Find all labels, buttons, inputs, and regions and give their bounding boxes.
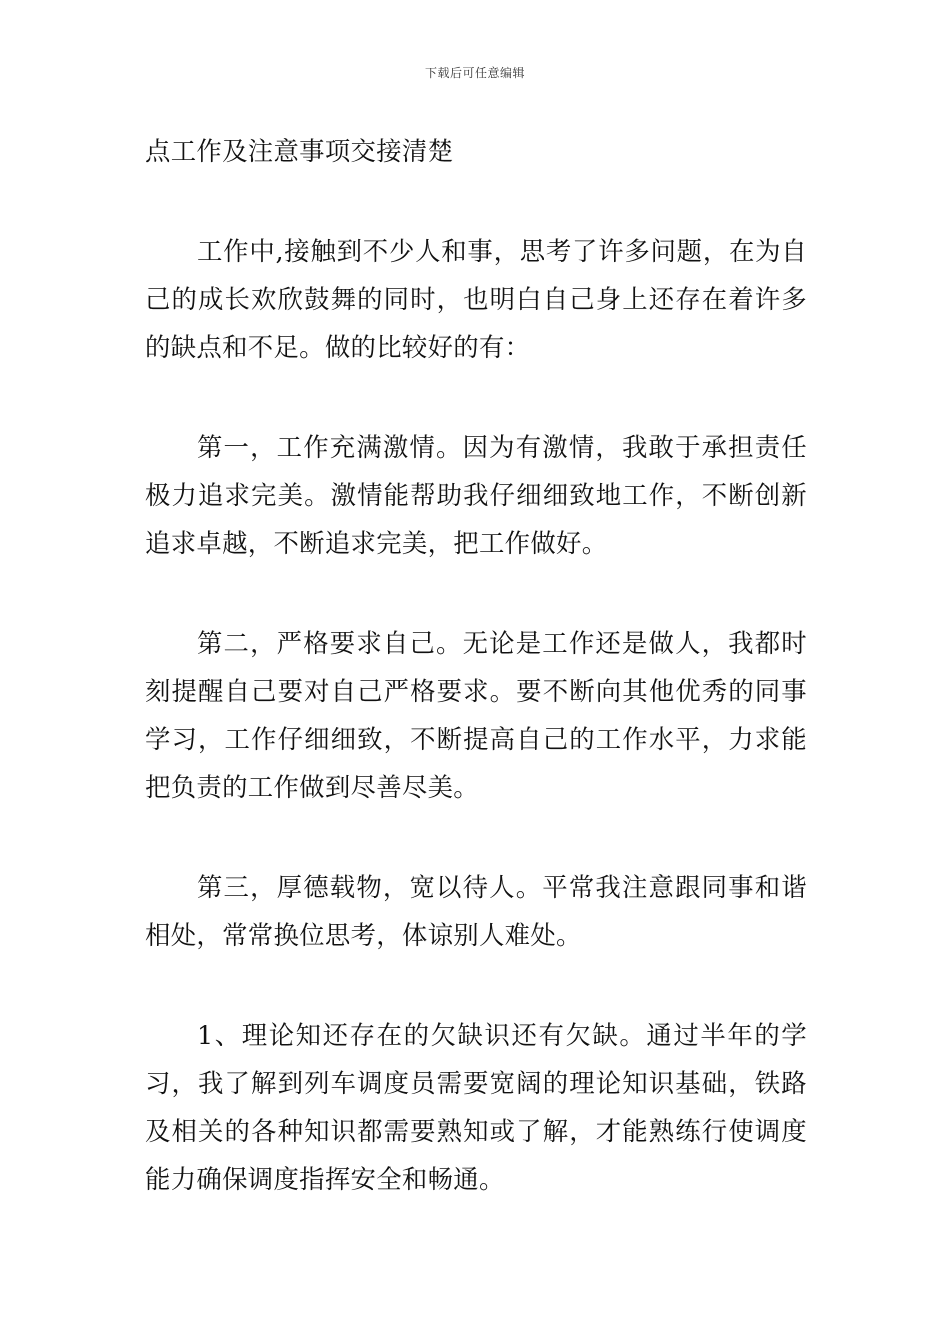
- document-body: [145, 127, 807, 1203]
- paragraph-gap: [145, 811, 807, 863]
- paragraph-gap: [145, 567, 807, 619]
- header-note: 下载后可任意编辑: [424, 66, 525, 80]
- paragraph-point-1: 第一，工作充满激情。因为有激情，我敢于承担责任极力追求完美。激情能帮助我仔细细致地工作，不断创新追求卓越，不断追求完美，把工作做好。: [145, 432, 807, 558]
- paragraph-gap: [145, 371, 807, 423]
- paragraph-gap: [145, 959, 807, 1011]
- paragraph-intro: 工作中,接触到不少人和事，思考了许多问题，在为自己的成长欢欣鼓舞的同时，也明白自己身上还存在着许多的缺点和不足。做的比较好的有：: [145, 236, 807, 362]
- paragraph-point-2: 第二，严格要求自己。无论是工作还是做人，我都时刻提醒自己要对自己严格要求。要不断向其他优秀的同事学习，工作仔细细致，不断提高自己的工作水平，力求能把负责的工作做到尽善尽美。: [145, 628, 807, 802]
- paragraph-point-3: 第三，厚德载物，宽以待人。平常我注意跟同事和谐相处，常常换位思考，体谅别人难处。: [145, 872, 807, 950]
- paragraph-gap: [145, 175, 807, 227]
- paragraph-continuation: 点工作及注意事项交接清楚: [145, 136, 454, 166]
- paragraph-shortcoming-1: 1、理论知还存在的欠缺识还有欠缺。通过半年的学习，我了解到列车调度员需要宽阔的理论知识基础，铁路及相关的各种知识都需要熟知或了解，才能熟练行使调度能力确保调度指挥安全和畅通。: [145, 1020, 807, 1194]
